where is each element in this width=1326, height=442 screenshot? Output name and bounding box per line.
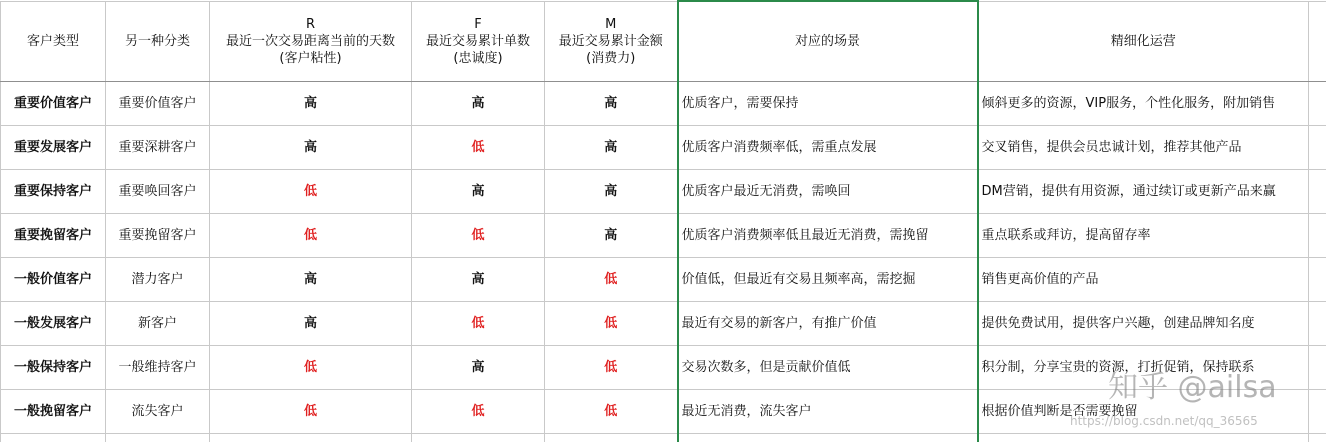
cell-r[interactable]: 高: [210, 125, 412, 169]
table-row: [1, 125, 1326, 169]
cell-operations[interactable]: 重点联系或拜访，提高留存率: [978, 213, 1309, 257]
cell-f[interactable]: 高: [412, 257, 545, 301]
table-row: [1, 257, 1326, 301]
cell-scene[interactable]: 交易次数多，但是贡献价值低: [678, 345, 978, 389]
cell-m[interactable]: 高: [545, 125, 678, 169]
cell-scene[interactable]: 最近有交易的新客户，有推广价值: [678, 301, 978, 345]
cell-operations[interactable]: 交叉销售，提供会员忠诚计划，推荐其他产品: [978, 125, 1309, 169]
cell-customer-type[interactable]: 重要发展客户: [1, 125, 106, 169]
cell-r[interactable]: 低: [210, 389, 412, 433]
cell-m[interactable]: 低: [545, 301, 678, 345]
header-customer-type[interactable]: 客户类型: [1, 1, 106, 81]
cell-customer-type[interactable]: 重要价值客户: [1, 81, 106, 125]
empty-cell[interactable]: [1309, 433, 1326, 442]
header-m[interactable]: M 最近交易累计金额 (消费力): [545, 1, 678, 81]
table-row: [1, 81, 1326, 125]
header-scene[interactable]: 对应的场景: [678, 1, 978, 81]
cell-m[interactable]: 低: [545, 257, 678, 301]
cell-alt-category[interactable]: 新客户: [106, 301, 210, 345]
cell-operations[interactable]: 倾斜更多的资源，VIP服务，个性化服务，附加销售: [978, 81, 1309, 125]
cell-scene[interactable]: 优质客户最近无消费，需唤回: [678, 169, 978, 213]
cell-operations[interactable]: 积分制，分享宝贵的资源，打折促销，保持联系: [978, 345, 1309, 389]
cell-r[interactable]: 高: [210, 301, 412, 345]
cell-f[interactable]: 低: [412, 125, 545, 169]
cell-m[interactable]: 高: [545, 213, 678, 257]
cell-alt-category[interactable]: 重要深耕客户: [106, 125, 210, 169]
empty-cell[interactable]: [412, 433, 545, 442]
cell-alt-category[interactable]: 一般维持客户: [106, 345, 210, 389]
cell-customer-type[interactable]: 一般发展客户: [1, 301, 106, 345]
table-row: [1, 169, 1326, 213]
header-r[interactable]: R 最近一次交易距离当前的天数 (客户粘性): [210, 1, 412, 81]
empty-row: [1, 433, 1326, 442]
cell-m[interactable]: 高: [545, 81, 678, 125]
empty-cell[interactable]: [1309, 301, 1326, 345]
cell-m[interactable]: 高: [545, 169, 678, 213]
empty-cell[interactable]: [978, 433, 1309, 442]
empty-cell[interactable]: [1, 433, 106, 442]
cell-alt-category[interactable]: 重要挽留客户: [106, 213, 210, 257]
cell-r[interactable]: 低: [210, 213, 412, 257]
cell-operations[interactable]: 根据价值判断是否需要挽留: [978, 389, 1309, 433]
header-f[interactable]: F 最近交易累计单数 (忠诚度): [412, 1, 545, 81]
zhihu-watermark: 知乎 @ailsa: [1108, 370, 1277, 405]
empty-cell[interactable]: [1309, 125, 1326, 169]
cell-m[interactable]: 低: [545, 389, 678, 433]
cell-customer-type[interactable]: 重要保持客户: [1, 169, 106, 213]
cell-scene[interactable]: 优质客户消费频率低且最近无消费，需挽留: [678, 213, 978, 257]
cell-operations[interactable]: 销售更高价值的产品: [978, 257, 1309, 301]
cell-operations[interactable]: DM营销，提供有用资源，通过续订或更新产品来赢: [978, 169, 1309, 213]
empty-cell[interactable]: [1309, 257, 1326, 301]
empty-cell[interactable]: [1309, 213, 1326, 257]
cell-alt-category[interactable]: 重要唤回客户: [106, 169, 210, 213]
table-row: [1, 345, 1326, 389]
cell-operations[interactable]: 提供免费试用，提供客户兴趣，创建品牌知名度: [978, 301, 1309, 345]
cell-alt-category[interactable]: 潜力客户: [106, 257, 210, 301]
cell-r[interactable]: 低: [210, 345, 412, 389]
cell-f[interactable]: 低: [412, 301, 545, 345]
cell-alt-category[interactable]: 重要价值客户: [106, 81, 210, 125]
table-row: [1, 389, 1326, 433]
cell-scene[interactable]: 优质客户消费频率低，需重点发展: [678, 125, 978, 169]
cell-scene[interactable]: 最近无消费，流失客户: [678, 389, 978, 433]
cell-r[interactable]: 高: [210, 81, 412, 125]
header-alt-category[interactable]: 另一种分类: [106, 1, 210, 81]
empty-cell[interactable]: [1309, 389, 1326, 433]
empty-cell[interactable]: [545, 433, 678, 442]
cell-customer-type[interactable]: 一般价值客户: [1, 257, 106, 301]
cell-customer-type[interactable]: 重要挽留客户: [1, 213, 106, 257]
empty-cell[interactable]: [210, 433, 412, 442]
cell-m[interactable]: 低: [545, 345, 678, 389]
table-row: [1, 301, 1326, 345]
cell-f[interactable]: 低: [412, 213, 545, 257]
cell-r[interactable]: 高: [210, 257, 412, 301]
empty-cell[interactable]: [1309, 169, 1326, 213]
csdn-watermark-url: https://blog.csdn.net/qq_36565: [1070, 414, 1258, 428]
cell-f[interactable]: 低: [412, 389, 545, 433]
table-row: [1, 213, 1326, 257]
empty-cell[interactable]: [1309, 81, 1326, 125]
empty-cell[interactable]: [1309, 1, 1326, 81]
cell-scene[interactable]: 优质客户，需要保持: [678, 81, 978, 125]
empty-cell[interactable]: [106, 433, 210, 442]
cell-r[interactable]: 低: [210, 169, 412, 213]
cell-scene[interactable]: 价值低，但最近有交易且频率高，需挖掘: [678, 257, 978, 301]
cell-customer-type[interactable]: 一般保持客户: [1, 345, 106, 389]
cell-alt-category[interactable]: 流失客户: [106, 389, 210, 433]
cell-f[interactable]: 高: [412, 345, 545, 389]
header-operations[interactable]: 精细化运营: [978, 1, 1309, 81]
cell-f[interactable]: 高: [412, 169, 545, 213]
header-row: [1, 1, 1326, 81]
empty-cell[interactable]: [678, 433, 978, 442]
cell-customer-type[interactable]: 一般挽留客户: [1, 389, 106, 433]
cell-f[interactable]: 高: [412, 81, 545, 125]
empty-cell[interactable]: [1309, 345, 1326, 389]
